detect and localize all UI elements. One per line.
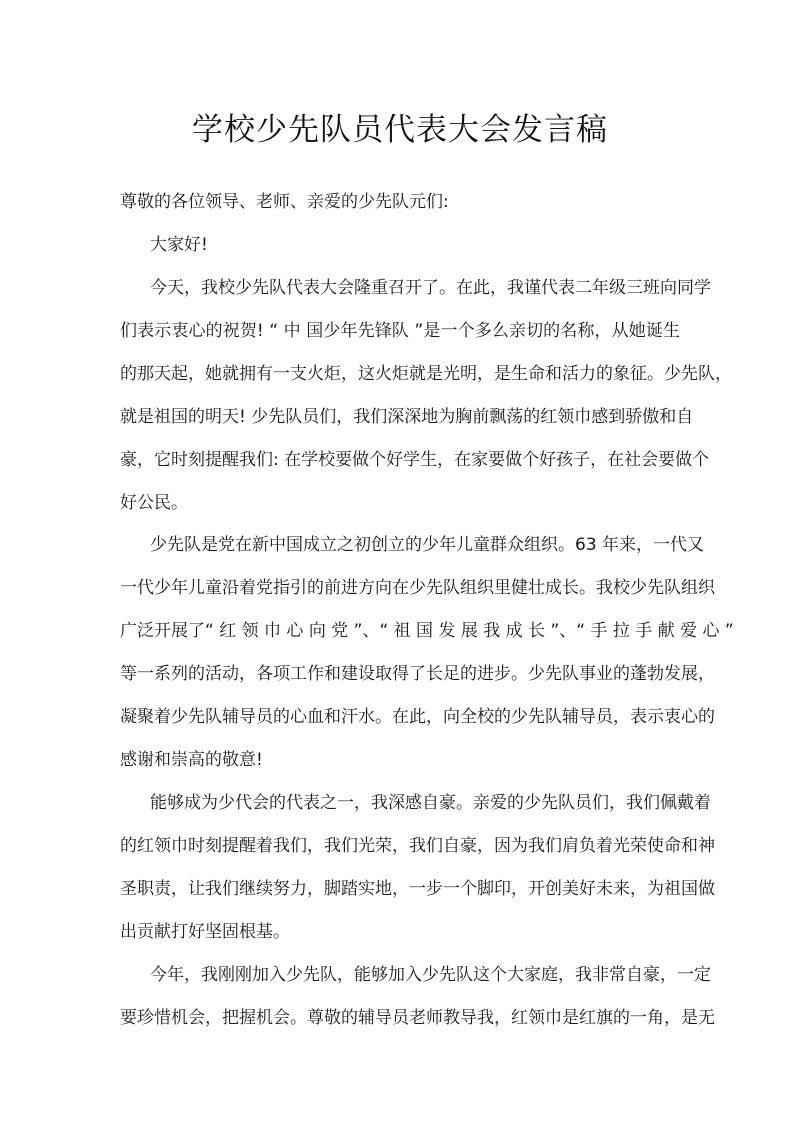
page-title: 学校少先队员代表大会发言稿 [192,112,608,148]
paragraph-line: 圣职责，让我们继续努力，脚踏实地，一步一个脚印，开创美好未来，为祖国做 [120,879,715,899]
paragraph-line: 今年，我刚刚加入少先队，能够加入少先队这个大家庭，我非常自豪，一定 [150,965,711,985]
paragraph-line: 能够成为少代会的代表之一，我深感自豪。亲爱的少先队员们，我们佩戴着 [150,793,711,813]
salutation-line: 尊敬的各位领导、老师、亲爱的少先队元们: [120,192,449,212]
paragraph-line: 出贡献打好坚固根基。 [120,922,290,942]
paragraph-line: 少先队是党在新中国成立之初创立的少年儿童群众组织。63 年来，一代又 [150,535,705,555]
paragraph-line: 广泛开展了“ 红 领 巾 心 向 党 ”、“ 祖 国 发 展 我 成 长 ”、“ 手 拉 手 献 爱 心 ” [120,621,734,641]
greeting-line: 大家好! [150,235,208,255]
paragraph-line: 要珍惜机会，把握机会。尊敬的辅导员老师教导我，红领巾是红旗的一角，是无 [120,1008,715,1028]
paragraph-line: 一代少年儿童沿着党指引的前进方向在少先队组织里健壮成长。我校少先队组织 [120,578,715,598]
paragraph-line: 感谢和崇高的敬意! [120,750,263,770]
paragraph-line: 豪，它时刻提醒我们: 在学校要做个好学生，在家要做个好孩子，在社会要做个 [120,450,710,470]
paragraph-line: 的那天起，她就拥有一支火炬，这火炬就是光明，是生命和活力的象征。少先队， [120,364,732,384]
paragraph-line: 的红领巾时刻提醒着我们，我们光荣，我们自豪，因为我们肩负着光荣使命和神 [120,836,715,856]
paragraph-line: 好公民。 [120,493,188,513]
paragraph-line: 就是祖国的明天! 少先队员们，我们深深地为胸前飘荡的红领巾感到骄傲和自 [120,407,694,427]
paragraph-line: 凝聚着少先队辅导员的心血和汗水。在此，向全校的少先队辅导员，表示衷心的 [120,707,715,727]
paragraph-line: 等一系列的活动，各项工作和建设取得了长足的进步。少先队事业的蓬勃发展， [120,664,715,684]
paragraph-line: 今天，我校少先队代表大会隆重召开了。在此，我谨代表二年级三班向同学 [150,278,711,298]
paragraph-line: 们表示衷心的祝贺! “ 中 国少年先锋队 ”是一个多么亲切的名称，从她诞生 [120,321,680,341]
